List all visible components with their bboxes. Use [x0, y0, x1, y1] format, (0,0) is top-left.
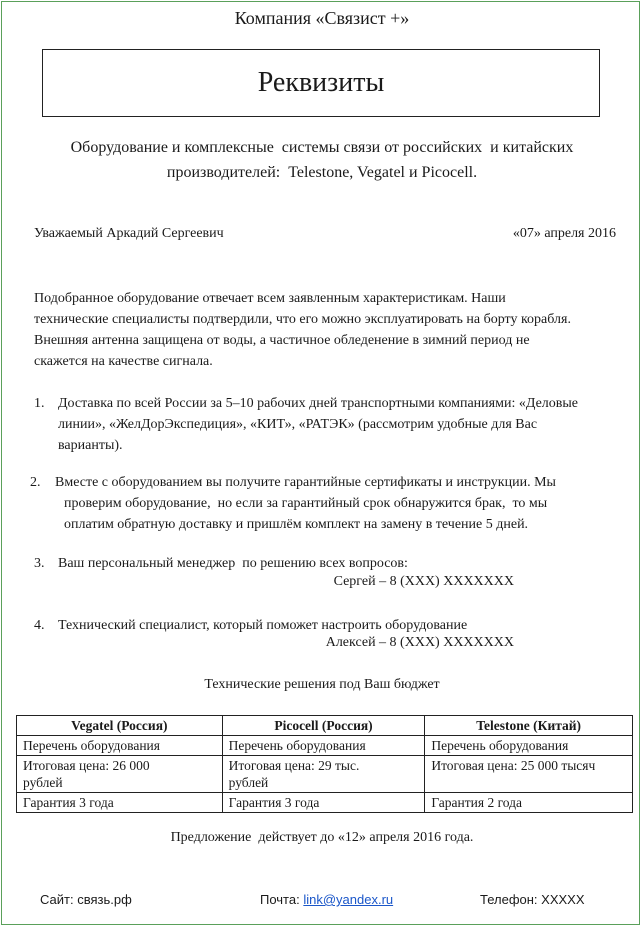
price-line: Итоговая цена: 26 000 — [23, 758, 150, 773]
table-row — [17, 736, 633, 756]
letter-date: «07» апреля 2016 — [512, 226, 616, 241]
paragraph-line: Подобранное оборудование отвечает всем заявленным характеристикам. Наши — [34, 291, 506, 306]
greeting: Уважаемый Аркадий Сергеевич — [34, 226, 224, 241]
email-link[interactable]: link@yandex.ru — [303, 892, 394, 907]
column-header-picocell: Picocell (Россия) — [222, 716, 425, 736]
table-header-row — [17, 716, 633, 736]
offer-validity: Предложение действует до «12» апреля 2016 года. — [170, 830, 474, 845]
intro-line-2: производителей: Telestone, Vegatel и Picocell. — [166, 164, 478, 181]
list-item-line: Доставка по всей России за 5–10 рабочих дней транспортными компаниями: «Деловые — [58, 396, 579, 411]
list-item-text — [55, 472, 556, 535]
table-cell: Гарантия 3 года — [17, 793, 223, 813]
list-item — [30, 472, 630, 535]
table-cell — [425, 756, 633, 793]
list-item-number: 4. — [34, 618, 45, 633]
list-item-line: оплатим обратную доставку и пришлём комплект на замену в течение 5 дней. — [64, 517, 529, 532]
table-cell: Гарантия 3 года — [222, 793, 425, 813]
technician-contact: Алексей – 8 (XXX) XXXXXXX — [325, 635, 514, 650]
price-line: рублей — [228, 775, 269, 790]
list-item-number: 1. — [34, 396, 45, 411]
table-cell: Гарантия 2 года — [425, 793, 633, 813]
list-item — [34, 393, 634, 456]
price-line: рублей — [23, 775, 63, 790]
page-title: Реквизиты — [257, 67, 385, 98]
list-item-text: Технический специалист, который поможет настроить оборудование — [58, 618, 468, 633]
list-item-number: 2. — [30, 475, 41, 490]
footer-mail-label: Почта: — [260, 892, 304, 907]
paragraph-line: Внешняя антенна защищена от воды, а частичное обледенение в зимний период не — [34, 333, 530, 348]
table-cell — [222, 756, 425, 793]
table-cell: Перечень оборудования — [222, 736, 425, 756]
price-line: Итоговая цена: 29 тыс. — [228, 758, 360, 773]
list-item-line: Вместе с оборудованием вы получите гарантийные сертификаты и инструкции. Мы — [55, 475, 556, 490]
list-item-line: проверим оборудование, но если за гарантийный срок обнаружится брак, то мы — [64, 496, 548, 511]
title-box — [42, 49, 600, 117]
column-header-vegatel: Vegatel (Россия) — [17, 716, 223, 736]
list-item-number: 3. — [34, 556, 45, 571]
table-row — [17, 793, 633, 813]
list-item — [34, 553, 634, 574]
budget-heading: Технические решения под Ваш бюджет — [204, 677, 440, 692]
intro-text — [40, 135, 604, 185]
list-item — [34, 615, 634, 636]
footer-mail — [260, 892, 393, 907]
price-line: Итоговая цена: 25 000 тысяч — [431, 758, 596, 773]
list-item-line: линии», «ЖелДорЭкспедиция», «КИТ», «РАТЭК» (рассмотрим удобные для Вас — [58, 417, 538, 432]
list-item-text — [58, 393, 578, 456]
intro-line-1: Оборудование и комплексные системы связи от российских и китайских — [70, 139, 574, 156]
table-cell: Перечень оборудования — [425, 736, 633, 756]
offers-table — [16, 715, 633, 813]
table-cell — [17, 756, 223, 793]
list-item-line: варианты). — [58, 438, 123, 453]
list-item-text: Ваш персональный менеджер по решению всех вопросов: — [58, 556, 408, 571]
column-header-telestone: Telestone (Китай) — [425, 716, 633, 736]
company-name: Компания «Связист +» — [234, 8, 410, 28]
body-paragraph — [34, 288, 624, 372]
footer-site: Сайт: связь.рф — [40, 892, 132, 907]
manager-contact: Сергей – 8 (XXX) XXXXXXX — [333, 574, 514, 589]
table-cell: Перечень оборудования — [17, 736, 223, 756]
footer-phone: Телефон: XXXXX — [480, 892, 585, 907]
paragraph-line: скажется на качестве сигнала. — [34, 354, 213, 369]
table-row — [17, 756, 633, 793]
paragraph-line: технические специалисты подтвердили, что его можно эксплуатировать на борту корабля. — [34, 312, 571, 327]
